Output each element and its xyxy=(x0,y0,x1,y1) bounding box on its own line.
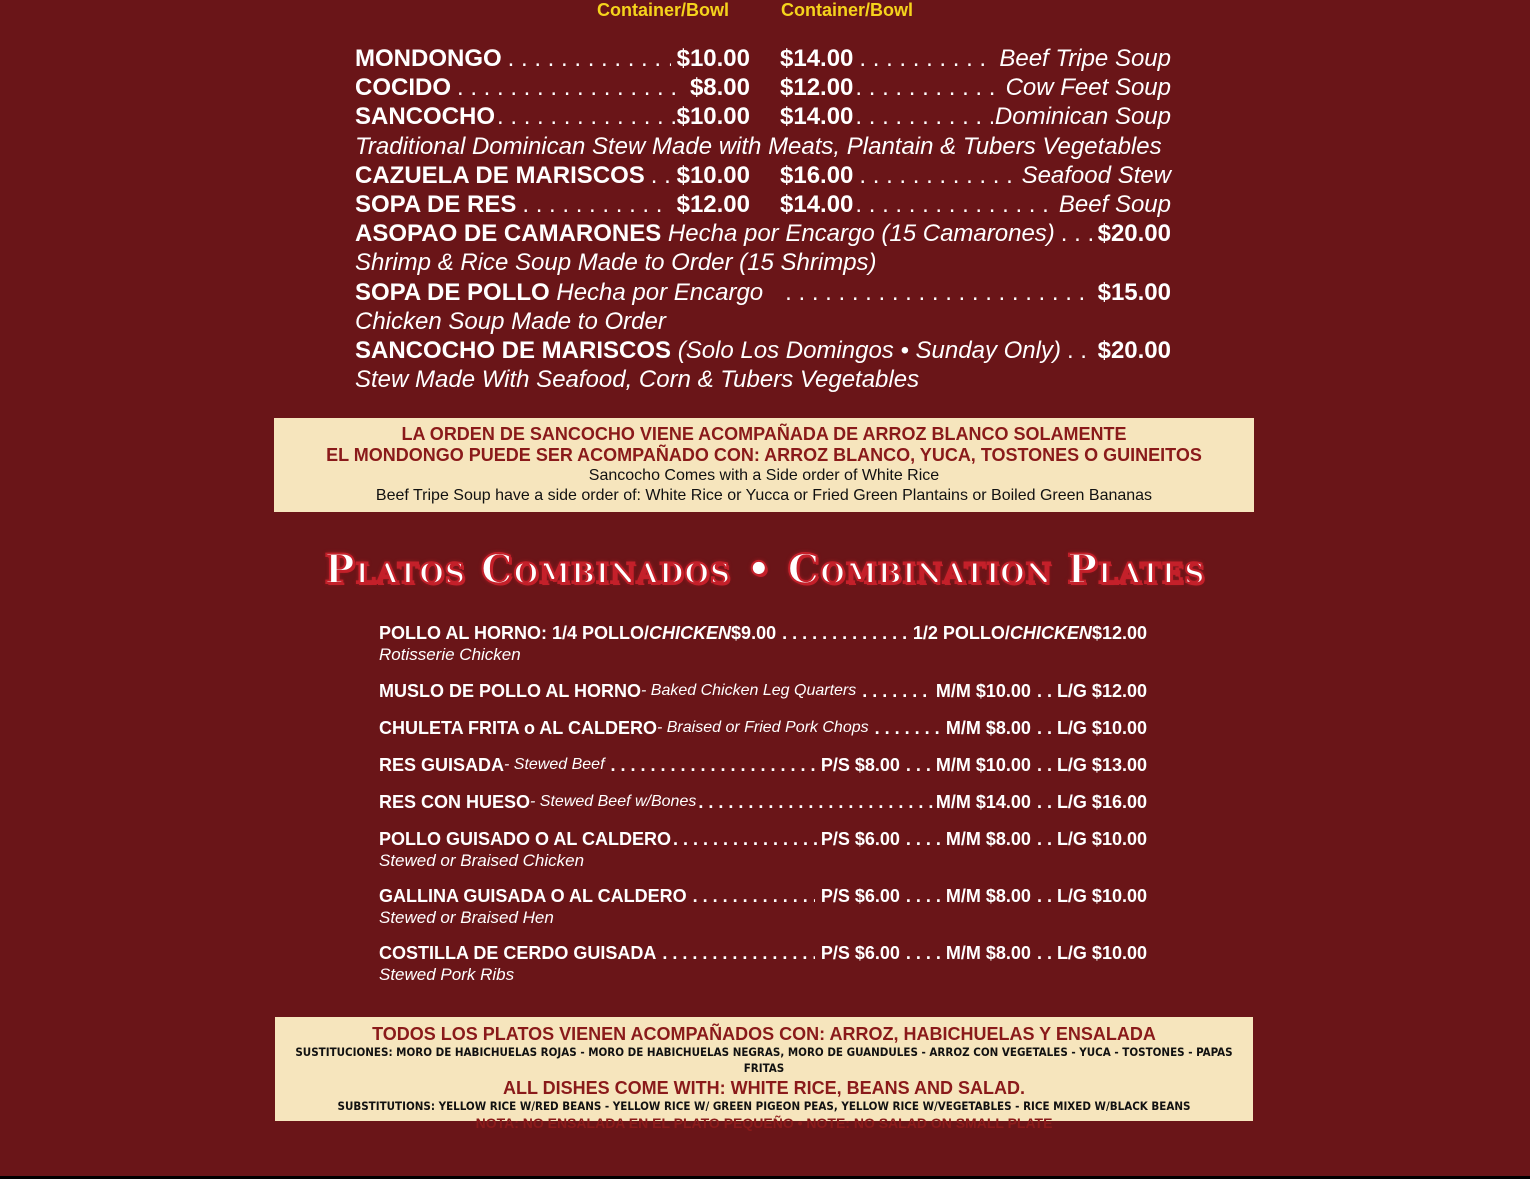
combo-name: MUSLO DE POLLO AL HORNO xyxy=(379,681,642,701)
combo-side-note xyxy=(275,1017,1253,1131)
soup-name: SOPA DE POLLO xyxy=(355,278,550,306)
combo-medium-price: M/M $10.00 xyxy=(935,681,1031,701)
note-line: SUBSTITUTIONS: YELLOW RICE W/RED BEANS - YELLOW RICE W/ GREEN PIGEON PEAS, YELLOW RICE W/VEGETABLES - RICE MIXED W/BLACK BEANS xyxy=(337,1099,1191,1113)
combo-item xyxy=(379,942,1147,999)
combo-name: RES GUISADA xyxy=(379,755,505,775)
combo-item xyxy=(379,680,1147,717)
combo-half-price: $12.00 xyxy=(1091,623,1147,643)
soup-name: MONDONGO xyxy=(355,45,502,72)
note-line: Beef Tripe Soup have a side order of: White Rice or Yucca or Fried Green Plantains or Boiled Green Bananas xyxy=(375,487,1153,504)
combo-quarter-label: POLLO AL HORNO: 1/4 POLLO/ xyxy=(379,623,650,643)
note-line: EL MONDONGO PUEDE SER ACOMPAÑADO CON: ARROZ BLANCO, YUCA, TOSTONES O GUINEITOS xyxy=(326,445,1202,465)
soup-description: Stew Made With Seafood, Corn & Tubers Vegetables xyxy=(355,366,920,394)
soup-name: CAZUELA DE MARISCOS xyxy=(355,161,645,189)
soup-note: Hecha por Encargo (15 Camarones) xyxy=(667,220,1055,248)
soup-price: $20.00 xyxy=(1097,220,1171,248)
soup-item xyxy=(355,219,1171,248)
combo-small-price: P/S $6.00 xyxy=(820,886,900,906)
soup-name: ASOPAO DE CAMARONES xyxy=(355,220,662,248)
soup-price-bowl: $16.00 xyxy=(780,161,854,189)
soup-name: SANCOCHO xyxy=(355,103,496,131)
soup-price-container: $10.00 xyxy=(676,45,750,72)
soup-price-container: $12.00 xyxy=(676,190,750,218)
combo-large-price: L/G $10.00 xyxy=(1056,718,1147,738)
soup-note: Hecha por Encargo xyxy=(556,278,764,306)
combo-large-price: L/G $12.00 xyxy=(1056,681,1147,701)
note-line: LA ORDEN DE SANCOCHO VIENE ACOMPAÑADA DE ARROZ BLANCO SOLAMENTE xyxy=(401,424,1127,444)
combo-half-label: 1/2 POLLO/ xyxy=(912,623,1010,643)
soup-english: Seafood Stew xyxy=(1021,161,1171,189)
combo-description: Rotisserie Chicken xyxy=(379,645,521,664)
combo-half-label-en: CHICKEN xyxy=(1009,623,1092,643)
soup-price-bowl: $14.00 xyxy=(780,190,854,218)
combo-name: GALLINA GUISADA O AL CALDERO xyxy=(379,886,687,906)
combo-medium-price: M/M $14.00 xyxy=(935,792,1031,812)
soup-name: SANCOCHO DE MARISCOS xyxy=(355,336,672,364)
soup-note: (Solo Los Domingos • Sunday Only) xyxy=(677,336,1061,364)
combo-name: CHULETA FRITA o AL CALDERO xyxy=(379,718,657,738)
note-line: Sancocho Comes with a Side order of White Rice xyxy=(588,467,940,484)
soup-description: Chicken Soup Made to Order xyxy=(355,307,666,335)
combo-item xyxy=(379,754,1147,791)
combo-list xyxy=(379,622,1147,999)
combo-small-price: P/S $6.00 xyxy=(820,943,900,963)
column-header-bowl: Container/Bowl xyxy=(781,0,914,20)
combo-large-price: L/G $13.00 xyxy=(1056,755,1147,775)
combo-name: COSTILLA DE CERDO GUISADA xyxy=(379,943,657,963)
combo-large-price: L/G $10.00 xyxy=(1056,943,1147,963)
soup-list xyxy=(355,44,1171,394)
soup-english: Dominican Soup xyxy=(994,103,1171,131)
combo-item xyxy=(379,885,1147,942)
combo-description: Stewed or Braised Hen xyxy=(379,908,554,927)
soup-price: $20.00 xyxy=(1097,336,1171,364)
combo-english: - Baked Chicken Leg Quarters xyxy=(641,682,857,699)
soup-item xyxy=(355,102,1171,131)
soup-item xyxy=(355,278,1171,307)
combo-english: - Stewed Beef w/Bones xyxy=(530,793,697,810)
soup-price: $15.00 xyxy=(1097,278,1171,306)
combo-name: POLLO GUISADO O AL CALDERO xyxy=(379,829,672,849)
soup-english: Beef Soup xyxy=(1058,190,1171,218)
combo-medium-price: M/M $8.00 xyxy=(945,829,1031,849)
soup-item xyxy=(355,161,1171,190)
soup-english: Beef Tripe Soup xyxy=(999,45,1171,72)
column-header-container: Container/Bowl xyxy=(597,0,730,20)
combo-large-price: L/G $10.00 xyxy=(1056,886,1147,906)
soup-price-bowl: $12.00 xyxy=(780,74,854,102)
combo-name: RES CON HUESO xyxy=(379,792,531,812)
note-line: NOTA: NO ENSALADA EN EL PLATO PEQUEÑO • NOTE: NO SALAD ON SMALL PLATE xyxy=(475,1115,1053,1131)
combo-large-price: L/G $10.00 xyxy=(1056,829,1147,849)
combo-medium-price: M/M $8.00 xyxy=(945,886,1031,906)
soup-description: Shrimp & Rice Soup Made to Order (15 Shrimps) xyxy=(355,249,877,277)
section-title: Platos Combinados • Combination Plates xyxy=(324,546,1206,593)
soup-side-note xyxy=(274,418,1254,512)
soup-item xyxy=(355,190,1171,219)
combo-medium-price: M/M $8.00 xyxy=(945,943,1031,963)
combo-medium-price: M/M $8.00 xyxy=(945,718,1031,738)
combo-quarter-price: $9.00 xyxy=(731,623,777,643)
combo-medium-price: M/M $10.00 xyxy=(935,755,1031,775)
soup-item xyxy=(355,44,1171,73)
combo-small-price: P/S $8.00 xyxy=(820,755,900,775)
combo-item xyxy=(379,622,1147,680)
combo-item xyxy=(379,717,1147,754)
soup-price-container: $10.00 xyxy=(676,161,750,189)
combo-description: Stewed or Braised Chicken xyxy=(379,851,585,870)
soup-name: SOPA DE RES xyxy=(355,190,517,218)
combo-english: - Braised or Fried Pork Chops xyxy=(656,719,869,736)
soup-name: COCIDO xyxy=(355,74,451,102)
soup-price-container: $8.00 xyxy=(689,74,750,102)
combo-quarter-label-en: CHICKEN xyxy=(649,623,732,643)
soup-price-container: $10.00 xyxy=(676,103,750,131)
combo-description: Stewed Pork Ribs xyxy=(379,965,515,984)
combo-large-price: L/G $16.00 xyxy=(1056,792,1147,812)
note-line: ALL DISHES COME WITH: WHITE RICE, BEANS AND SALAD. xyxy=(503,1078,1025,1098)
note-line: TODOS LOS PLATOS VIENEN ACOMPAÑADOS CON: ARROZ, HABICHUELAS Y ENSALADA xyxy=(372,1024,1156,1044)
soup-price-bowl: $14.00 xyxy=(780,45,854,72)
soup-price-bowl: $14.00 xyxy=(780,103,854,131)
soup-description: Traditional Dominican Stew Made with Meats, Plantain & Tubers Vegetables xyxy=(355,132,1162,160)
soup-item xyxy=(355,73,1171,102)
soup-english: Cow Feet Soup xyxy=(1005,74,1171,102)
combo-english: - Stewed Beef xyxy=(504,756,605,773)
combo-item xyxy=(379,791,1147,828)
combo-item xyxy=(379,828,1147,885)
soup-item xyxy=(355,336,1171,365)
combo-small-price: P/S $6.00 xyxy=(820,829,900,849)
note-line: SUSTITUCIONES: MORO DE HABICHUELAS ROJAS - MORO DE HABICHUELAS NEGRAS, MORO DE GUANDULES - ARROZ CON VEGETALES - YUCA - TOSTONES - PAPAS FRITAS xyxy=(295,1045,1233,1075)
